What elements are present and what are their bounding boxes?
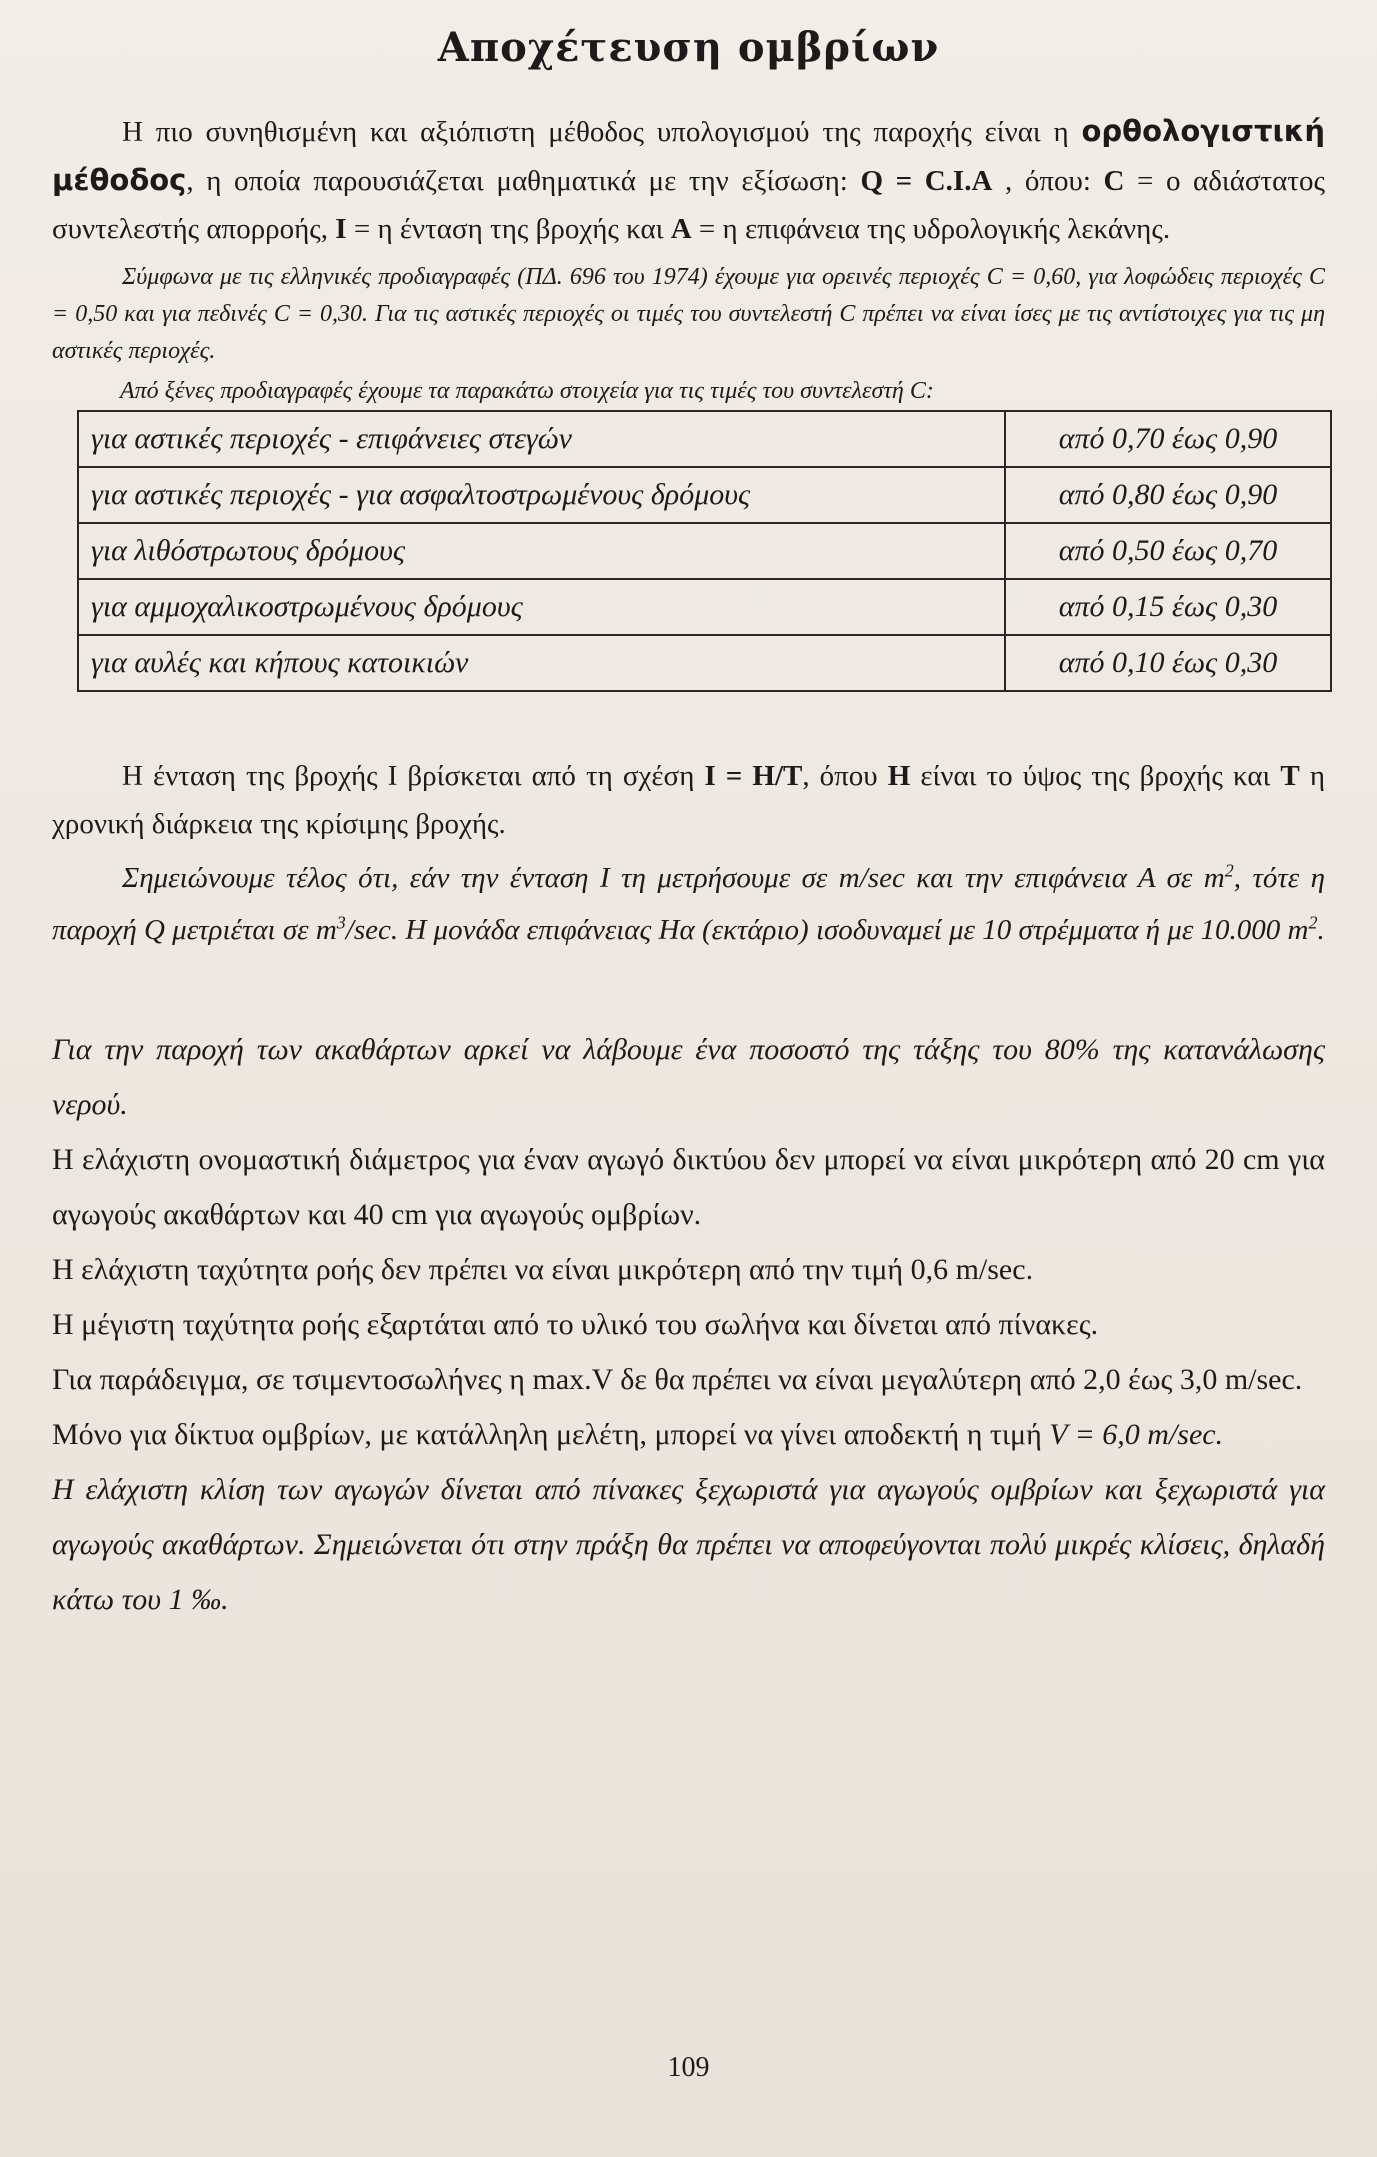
symbol-h: H [887,760,911,792]
table-row [78,411,1331,467]
table-intro: Από ξένες προδιαγραφές έχουμε τα παρακάτω στοιχεία για τις τιμές του συντελεστή C: [120,378,934,404]
text-run: Μόνο για δίκτυα ομβρίων, με κατάλληλη μελέτη, μπορεί να γίνει αποδεκτή η τιμή [52,1418,1050,1451]
table-row [78,467,1331,523]
table-row [78,635,1331,691]
table-row [78,579,1331,635]
page-number: 109 [667,2052,710,2083]
greek-specs-paragraph: Σύμφωνα με τις ελληνικές προδιαγραφές (ΠΔ. 696 του 1974) έχουμε για ορεινές περιοχές C = 0,60, για λοφώδεις περιοχές C = 0,50 και για πεδινές C = 0,30. Για τις αστικές περιοχές οι τιμές του συντελεστή C πρέπει να είναι ίσες με τις αντίστοιχες για τις μη αστικές περιοχές. [52,264,1325,364]
table-cell-description: για αυλές και κήπους κατοικιών [78,635,1005,691]
superscript: 2 [1224,860,1234,881]
table-cell-description: για αμμοχαλικοστρωμένους δρόμους [78,579,1005,635]
text-run: = η επιφάνεια της υδρολογικής λεκάνης. [691,213,1171,245]
text-run: /sec. Η μονάδα επιφάνειας Ηα (εκτάριο) ισοδυναμεί με 10 στρέμματα ή με 10.000 m [345,914,1309,946]
units-paragraph [52,852,1325,956]
wastewater-flow-paragraph: Για την παροχή των ακαθάρτων αρκεί να λάβουμε ένα ποσοστό της τάξης του 80% της κατανάλωσης νερού. [52,1033,1325,1121]
table-cell-description: για λιθόστρωτους δρόμους [78,523,1005,579]
text-run: είναι το ύψος της βροχής και [910,760,1281,792]
storm-network-paragraph [52,1407,1325,1462]
rain-intensity-paragraph [52,752,1325,848]
page-title: Αποχέτευση ομβρίων [437,24,940,71]
table-cell-description: για αστικές περιοχές - επιφάνειες στεγών [78,411,1005,467]
example-paragraph: Για παράδειγμα, σε τσιμεντοσωλήνες η max.V δε θα πρέπει να είναι μεγαλύτερη από 2,0 έως 3,0 m/sec. [52,1363,1303,1396]
table-cell-value: από 0,50 έως 0,70 [1005,523,1331,579]
table-cell-value: από 0,70 έως 0,90 [1005,411,1331,467]
text-run: = ο αδιάστατος συντελεστής απορροής, [52,165,1326,245]
text-run: = η ένταση της βροχής και [346,213,671,245]
intensity-formula: I = H/T [704,760,803,792]
superscript: 2 [1308,912,1318,933]
min-diameter-paragraph: Η ελάχιστη ονομαστική διάμετρος για έναν αγωγό δικτύου δεν μπορεί να είναι μικρότερη από 20 cm για αγωγούς ακαθάρτων και 40 cm για αγωγούς ομβρίων. [52,1143,1325,1231]
min-velocity-paragraph: Η ελάχιστη ταχύτητα ροής δεν πρέπει να είναι μικρότερη από την τιμή 0,6 m/sec. [52,1253,1034,1286]
symbol-t: T [1280,760,1300,792]
text-run: , η οποία παρουσιάζεται μαθηματικά με την εξίσωση: [186,165,861,197]
text-run: Η ένταση της βροχής Ι βρίσκεται από τη σχέση [122,760,705,792]
velocity-value: V = 6,0 m/sec. [1049,1418,1224,1451]
text-run: , όπου [802,760,888,792]
text-run: Η πιο συνηθισμένη και αξιόπιστη μέθοδος υπολογισμού της παροχής είναι η [122,116,1082,148]
rational-method-paragraph [52,107,1325,253]
table-cell-value: από 0,80 έως 0,90 [1005,467,1331,523]
symbol-i: I [335,213,347,245]
symbol-a: A [670,213,692,245]
text-run: . [1317,914,1325,946]
rational-formula: Q = C.I.A [860,165,993,197]
min-slope-paragraph: Η ελάχιστη κλίση των αγωγών δίνεται από πίνακες ξεχωριστά για αγωγούς ομβρίων και ξεχωριστά για αγωγούς ακαθάρτων. Σημειώνεται ότι στην πράξη θα πρέπει να αποφεύγονται πολύ μικρές κλίσεις, δηλαδή κάτω του 1 ‰. [52,1473,1325,1616]
table-cell-description: για αστικές περιοχές - για ασφαλτοστρωμένους δρόμους [78,467,1005,523]
max-velocity-paragraph: Η μέγιστη ταχύτητα ροής εξαρτάται από το υλικό του σωλήνα και δίνεται από πίνακες. [52,1308,1099,1341]
text-run: η χρονική διάρκεια της κρίσιμης βροχής. [52,760,1325,840]
table-cell-value: από 0,10 έως 0,30 [1005,635,1331,691]
text-run: , τότε η παροχή Q μετριέται σε m [52,862,1325,946]
rational-method-term: ορθολογιστική μέθοδος [52,114,1325,197]
text-run: , όπου: [992,165,1104,197]
table-row [78,523,1331,579]
runoff-coefficient-table [77,410,1332,692]
symbol-c: C [1103,165,1125,197]
text-run: Σημειώνουμε τέλος ότι, εάν την ένταση Ι τη μετρήσουμε σε m/sec και την επιφάνεια Α σε m [122,862,1225,894]
table-cell-value: από 0,15 έως 0,30 [1005,579,1331,635]
design-criteria-section [52,1022,1325,1627]
superscript: 3 [336,912,346,933]
